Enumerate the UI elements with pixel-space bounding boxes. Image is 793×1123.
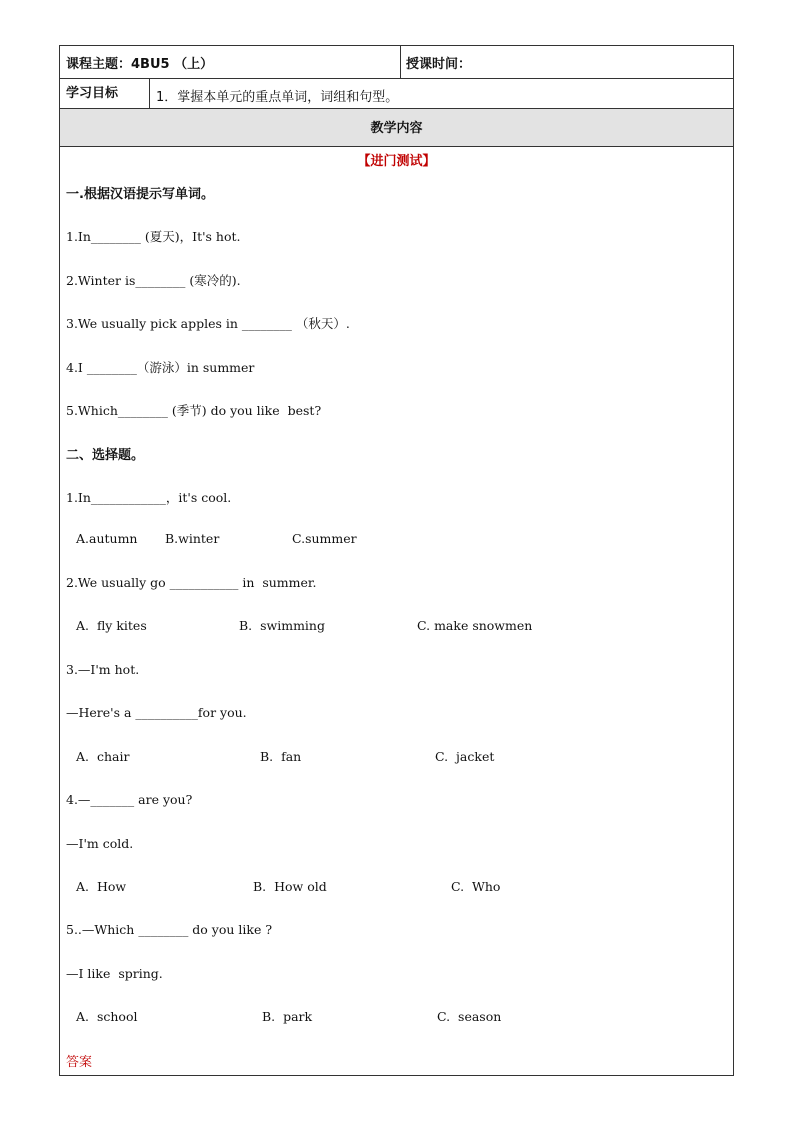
- option-b: B. fan: [260, 749, 302, 764]
- header-divider: [400, 46, 401, 78]
- option-c: C.summer: [292, 531, 357, 546]
- option-c: C. jacket: [435, 749, 495, 764]
- lesson-time: 授课时间：: [406, 57, 472, 72]
- option-b: B. park: [262, 1009, 313, 1024]
- answer-label: 答案: [66, 1055, 93, 1070]
- course-topic: 课程主题：4BU5 （上）: [66, 57, 214, 72]
- option-c: C. make snowmen: [417, 618, 533, 633]
- entry-test-title: 【进门测试】: [357, 154, 436, 169]
- section1-item: 5.Which________ (季节) do you like best?: [66, 403, 322, 418]
- section1-title: 一.根据汉语提示写单词。: [66, 187, 214, 202]
- option-c: C. Who: [451, 879, 501, 894]
- option-a: A. chair: [76, 749, 130, 764]
- content-title: 教学内容: [370, 121, 423, 136]
- question-stem: —Here's a __________for you.: [66, 705, 247, 720]
- section1-item: 4.I ________（游泳）in summer: [66, 360, 255, 375]
- question-stem: —I like spring.: [66, 966, 163, 981]
- section1-item: 2.Winter is________ (寒冷的).: [66, 273, 241, 288]
- option-a: A. fly kites: [76, 618, 147, 633]
- section1-item: 1.In________ (夏天)，It's hot.: [66, 229, 241, 244]
- option-b: B. How old: [253, 879, 327, 894]
- header-row: [60, 46, 733, 79]
- lesson-plan-table: [59, 45, 734, 1076]
- question-stem: 3.—I'm hot.: [66, 662, 140, 677]
- question-stem: —I'm cold.: [66, 836, 134, 851]
- objectives-label: 学习目标: [66, 86, 119, 101]
- option-b: B.winter: [165, 531, 220, 546]
- section1-item: 3.We usually pick apples in ________ （秋天）.: [66, 316, 350, 331]
- objectives-divider: [149, 79, 150, 108]
- option-a: A.autumn: [76, 531, 138, 546]
- option-c: C. season: [437, 1009, 502, 1024]
- question-stem: 4.—_______ are you?: [66, 792, 193, 807]
- question-stem: 1.In____________，it's cool.: [66, 490, 232, 505]
- objectives-row: [60, 79, 733, 109]
- question-stem: 2.We usually go ___________ in summer.: [66, 575, 317, 590]
- section2-title: 二、选择题。: [66, 448, 145, 463]
- option-b: B. swimming: [239, 618, 325, 633]
- question-stem: 5..—Which ________ do you like ?: [66, 922, 273, 937]
- content-title-row: [60, 109, 733, 147]
- objectives-text: 1．掌握本单元的重点单词，词组和句型。: [156, 90, 399, 105]
- option-a: A. school: [76, 1009, 138, 1024]
- option-a: A. How: [76, 879, 127, 894]
